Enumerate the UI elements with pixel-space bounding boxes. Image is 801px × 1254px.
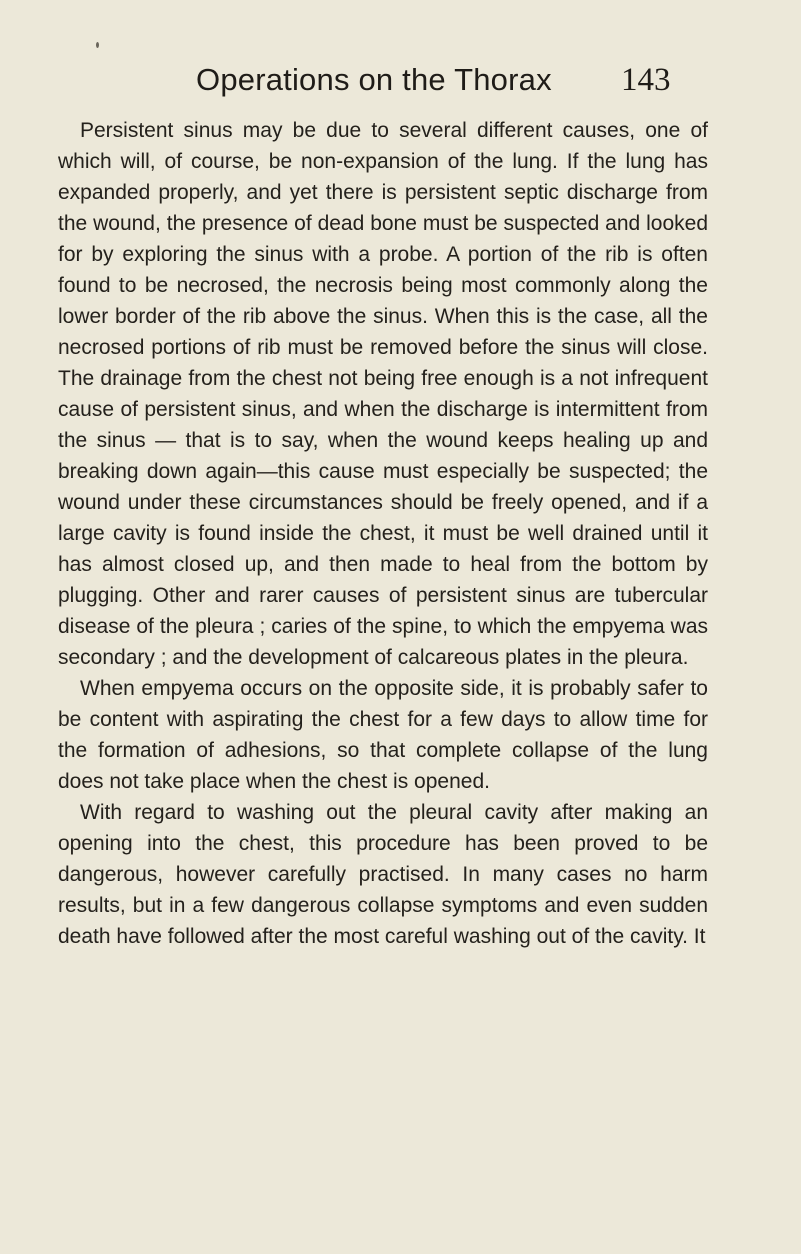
running-head [196, 57, 671, 103]
paragraph-washing-out: With regard to washing out the pleural cavity after making an opening into the chest, this procedure has been proved to be dangerous, however carefully practised. In many cases no harm results, but in a few dangerous collapse symptoms and even sudden death have followed after the most careful washing out of the cavity. It [58, 801, 708, 948]
paragraph-opposite-side-empyema: When empyema occurs on the opposite side, it is probably safer to be content with aspirating the chest for a few days to allow time for the formation of adhesions, so that complete collapse of the lung does not take place when the chest is opened. [58, 677, 708, 793]
paragraph-persistent-sinus: Persistent sinus may be due to several different causes, one of which will, of course, be non-expansion of the lung. If the lung has expanded properly, and yet there is persistent septic discharge from the wound, the presence of dead bone must be suspected and looked for by exploring the sinus with a probe. A portion of the rib is often found to be necrosed, the necrosis being most commonly along the lower border of the rib above the sinus. When this is the case, all the necrosed portions of rib must be removed before the sinus will close. The drainage from the chest not being free enough is a not infrequent cause of persistent sinus, and when the discharge is intermittent from the sinus — that is to say, when the wound keeps healing up and breaking down again—this cause must especially be suspected; the wound under these circumstances should be freely opened, and if a large cavity is found inside the chest, it must be well drained until it has almost closed up, and then made to heal from the bottom by plugging. Other and rarer causes of persistent sinus are tubercular disease of the pleura ; caries of the spine, to which the empyema was secondary ; and the development of calcareous plates in the pleura. [58, 119, 708, 669]
page-number: 143 [621, 62, 671, 98]
body-text [58, 115, 708, 952]
paper-speck [96, 42, 99, 48]
running-title: Operations on the Thorax [196, 62, 552, 97]
